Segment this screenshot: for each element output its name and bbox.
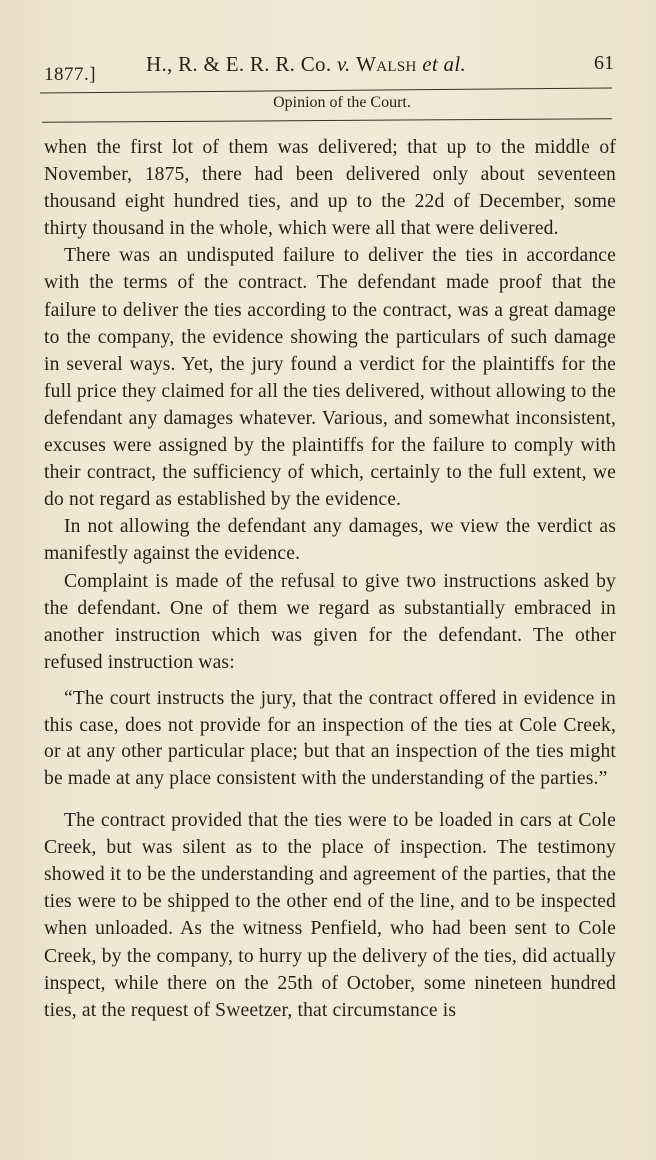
year-label: 1877.]: [44, 64, 97, 85]
paragraph-contract-inspection: The contract provided that the ties were to be loaded in cars at Cole Creek, but was silent as to the place of inspection. The testimony showed it to be the understanding and agreement of the parties, that the ties were to be shipped to the other end of the line, and to be inspected when unloaded. As the witness Penfield, who had been sent to Cole Creek, by the company, to hurry up the delivery of the ties, did actually inspect, while there on the 25th of October, some nineteen hundred ties, at the request of Sweetzer, that circumstance is: [44, 810, 616, 1021]
paragraph-failure-to-deliver: There was an undisputed failure to deliver the ties in accordance with the terms of the contract. The defendant made proof that the failure to deliver the ties according to the contract, was a great damage to the company, the evidence showing the particulars of such damage in several ways. Yet, the jury found a verdict for the plaintiffs for the full price they claimed for all the ties delivered, without allowing to the defendant any damages whatever. Various, and somewhat inconsistent, excuses were assigned by the plaintiffs for the failure to comply with their contract, the sufficiency of which, certainly to the full extent, we do not regard as established by the evidence.: [44, 245, 616, 511]
case-title-et-al: et al.: [422, 52, 467, 76]
case-title: [146, 52, 466, 77]
paragraph-damages: In not allowing the defendant any damages, we view the verdict as manifestly against the evidence.: [44, 516, 616, 565]
running-head: [44, 52, 614, 86]
section-label: Opinion of the Court.: [273, 94, 411, 111]
case-title-respondent: Walsh: [356, 52, 417, 76]
page-number: 61: [594, 52, 614, 74]
header-rule-top: [40, 88, 612, 94]
paragraph-continuation: when the first lot of them was delivered; that up to the middle of November, 1875, there had been delivered only about seventeen thousand eight hundred ties, and up to the 22d of December, some thirty thousand in the whole, which were all that were delivered.: [44, 137, 616, 240]
quoted-instruction: “The court instructs the jury, that the contract offered in evidence in this case, does not provide for an inspection of the ties at Cole Creek, or at any other particular place; but that an inspection of the ties might be made at any place consistent with the understanding of the parties.”: [44, 687, 616, 790]
header-rule-bottom: [42, 118, 612, 122]
case-title-parties: H., R. & E. R. R. Co.: [146, 52, 332, 76]
opinion-text: [44, 134, 616, 1024]
paragraph-instructions: Complaint is made of the refusal to give two instructions asked by the defendant. One of them we regard as substantially embraced in another instruction which was given for the defendant. The other refused instruction was:: [44, 570, 616, 673]
case-title-versus: v.: [336, 52, 351, 76]
